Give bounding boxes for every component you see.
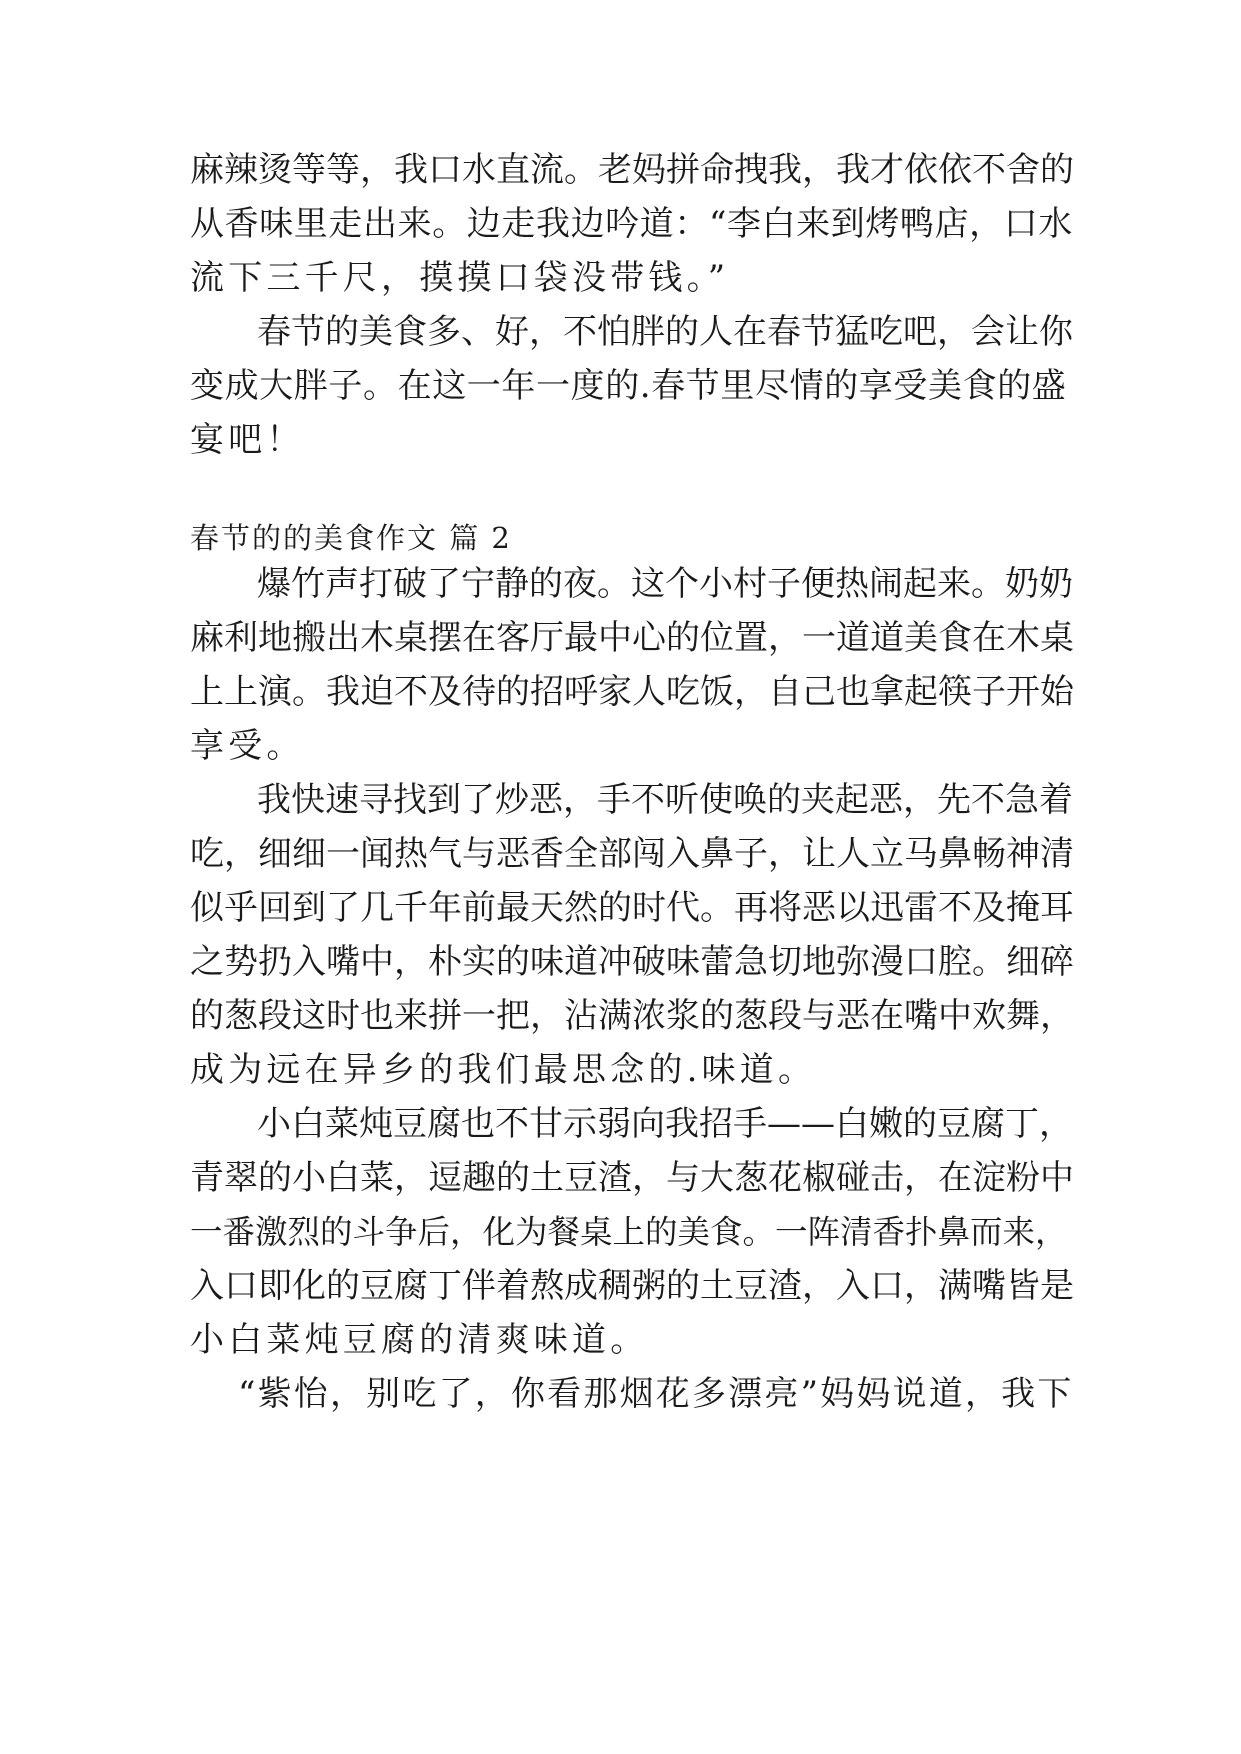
paragraph-line: 麻利地搬出木桌摆在客厅最中心的位置，一道道美食在木桌: [190, 618, 1074, 658]
paragraph-line: 青翠的小白菜，逗趣的土豆渣，与大葱花椒碰击，在淀粉中: [190, 1158, 1074, 1198]
paragraph-line: 小白菜炖豆腐的清爽味道。: [190, 1320, 649, 1360]
paragraph-line: 一番激烈的斗争后，化为餐桌上的美食。一阵清香扑鼻而来，: [190, 1213, 1068, 1251]
paragraph-line: 享受。: [190, 726, 305, 766]
paragraph-line: 上上演。我迫不及待的招呼家人吃饭，自己也拿起筷子开始: [190, 672, 1074, 712]
paragraph-line: 麻辣烫等等，我口水直流。老妈拼命拽我，我才依依不舍的: [190, 150, 1074, 190]
paragraph-line: 成为远在异乡的我们最思念的.味道。: [190, 1050, 817, 1090]
paragraph-line: 流下三千尺，摸摸口袋没带钱。”: [190, 258, 730, 298]
paragraph-line: 宴吧！: [190, 420, 305, 460]
paragraph-line: 我快速寻找到了炒恶，手不听使唤的夹起恶，先不急着: [257, 780, 1073, 820]
paragraph-line: 似乎回到了几千年前最天然的时代。再将恶以迅雷不及掩耳: [190, 888, 1074, 928]
paragraph-line: 小白菜炖豆腐也不甘示弱向我招手——白嫩的豆腐丁，: [257, 1104, 1073, 1144]
paragraph-line: 春节的美食多、好，不怕胖的人在春节猛吃吧，会让你: [257, 312, 1073, 352]
section-heading: 春节的的美食作文 篇 2: [190, 521, 512, 555]
paragraph-line: 爆竹声打破了宁静的夜。这个小村子便热闹起来。奶奶: [257, 564, 1073, 604]
paragraph-line: 之势扔入嘴中，朴实的味道冲破味蕾急切地弥漫口腔。细碎: [190, 942, 1074, 982]
paragraph-line: 入口即化的豆腐丁伴着熬成稠粥的土豆渣，入口，满嘴皆是: [190, 1266, 1074, 1306]
paragraph-line: 从香味里走出来。边走我边吟道：“李白来到烤鸭店，口水: [190, 204, 1073, 244]
paragraph-line: 的葱段这时也来拼一把，沾满浓浆的葱段与恶在嘴中欢舞，: [190, 996, 1074, 1036]
paragraph-line: 吃，细细一闻热气与恶香全部闯入鼻子，让人立马鼻畅神清: [190, 834, 1074, 874]
paragraph-line: “紫怡，别吃了，你看那烟花多漂亮”妈妈说道，我下: [238, 1374, 1074, 1414]
paragraph-line: 变成大胖子。在这一年一度的.春节里尽情的享受美食的盛: [190, 366, 1067, 406]
